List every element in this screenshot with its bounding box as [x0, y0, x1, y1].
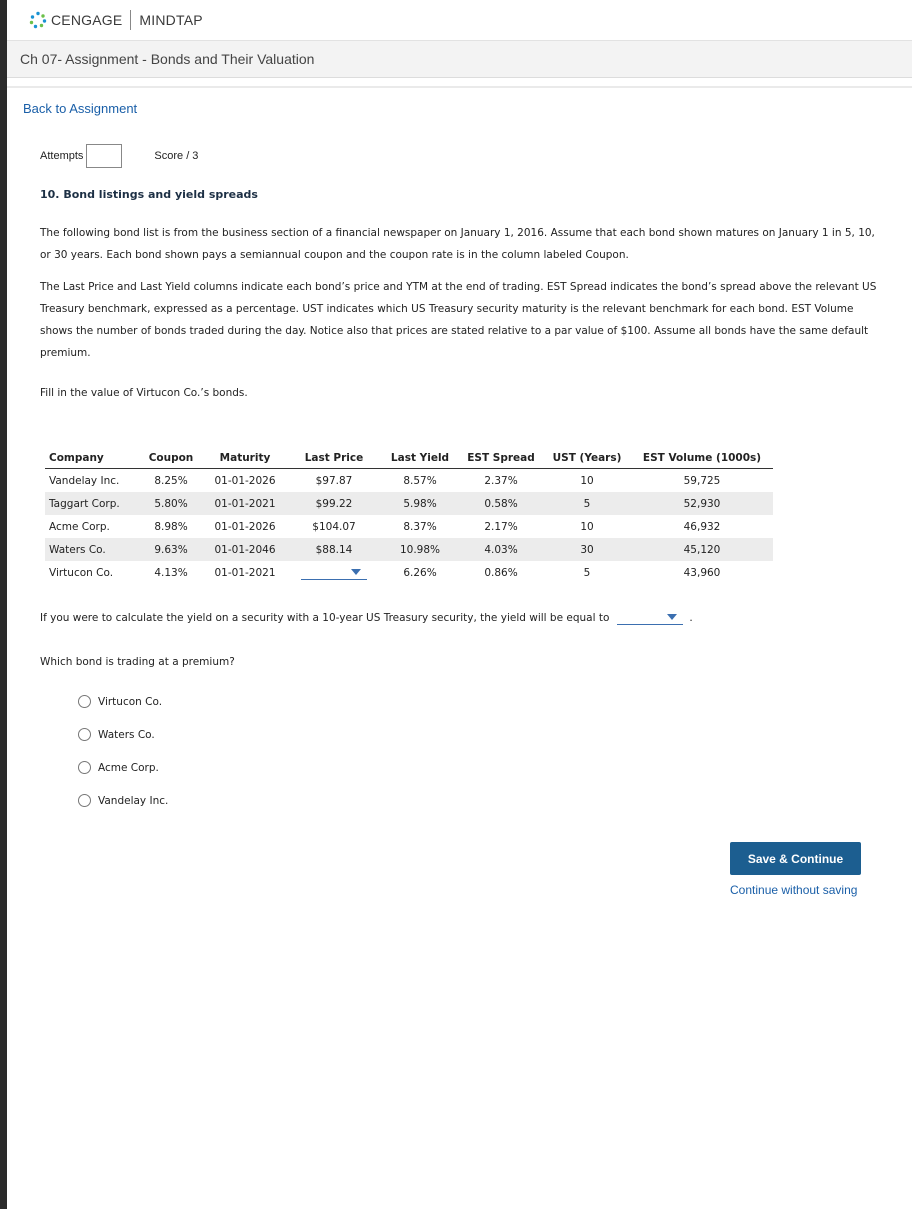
premium-question: Which bond is trading at a premium? [40, 656, 235, 668]
option-label: Vandelay Inc. [98, 794, 169, 807]
option-label: Waters Co. [98, 728, 155, 741]
cell-last-price: $88.14 [287, 538, 381, 561]
col-header-last-yield: Last Yield [381, 448, 459, 469]
cell-maturity: 01-01-2026 [214, 520, 276, 533]
col-header-ust-years: UST (Years) [543, 448, 631, 469]
cell-maturity: 01-01-2021 [214, 566, 276, 579]
radio-circle-icon[interactable] [78, 761, 91, 774]
cell-last-price: $99.22 [287, 492, 381, 515]
course-title: Ch 07- Assignment - Bonds and Their Valuation [20, 51, 315, 67]
col-header-est-spread: EST Spread [459, 448, 543, 469]
virtucon-price-cell [287, 561, 381, 584]
cell-est-spread: 2.37% [484, 474, 518, 487]
cell-est-spread: 0.86% [484, 566, 518, 579]
cell-company: Waters Co. [45, 538, 139, 561]
col-header-maturity: Maturity [203, 448, 287, 469]
header-divider [7, 86, 912, 88]
cell-last-yield: 8.57% [403, 474, 437, 487]
cell-est-volume: 46,932 [683, 520, 721, 533]
col-header-est-volume: EST Volume (1000s) [631, 448, 773, 469]
yield-question-text: If you were to calculate the yield on a security with a 10-year US Treasury security, the yield will be equal to [40, 611, 610, 624]
cell-coupon: 8.98% [154, 520, 188, 533]
question-paragraph-1: The following bond list is from the business section of a financial newspaper on January 1, 2016. Assume that each bond shown matures on January 1 in 5, 10, or 30 years. Each bond shown pays a semiannual coupon and the coupon rate is in the column labeled Coupon. [40, 227, 875, 261]
table-row [45, 469, 773, 493]
cell-est-spread: 2.17% [484, 520, 518, 533]
radio-circle-icon[interactable] [78, 695, 91, 708]
cell-company: Acme Corp. [49, 520, 110, 533]
cell-est-volume: 43,960 [683, 566, 721, 579]
attempts-score-row [40, 144, 198, 168]
option-waters[interactable] [78, 728, 155, 741]
bond-listing-table [45, 448, 773, 584]
cell-last-yield: 8.37% [403, 520, 437, 533]
cengage-mindtap-logo [29, 10, 203, 30]
option-acme[interactable] [78, 761, 159, 774]
continue-without-saving-link[interactable]: Continue without saving [730, 883, 858, 897]
top-bar [7, 0, 912, 40]
cell-last-price: $104.07 [312, 520, 356, 533]
yield-question [40, 610, 693, 625]
question-paragraph-2: The Last Price and Last Yield columns indicate each bond’s price and YTM at the end of trading. EST Spread indicates the bond’s spread above the relevant US Treasury benchmark, expressed as a percentage. UST indicates which US Treasury security maturity is the relevant benchmark for each bond. EST Volume shows the number of bonds traded during the day. Notice also that prices are stated relative to a par value of $100. Assume all bonds have the same default premium. [40, 281, 877, 359]
attempts-field [86, 144, 122, 168]
cell-est-volume: 59,725 [683, 474, 721, 487]
cell-coupon: 8.25% [154, 474, 188, 487]
table-row [45, 492, 773, 515]
col-header-last-price: Last Price [287, 448, 381, 469]
cell-ust-years: 10 [580, 520, 594, 533]
cell-est-volume: 52,930 [631, 492, 773, 515]
radio-circle-icon[interactable] [78, 794, 91, 807]
course-header [7, 40, 912, 78]
option-label: Acme Corp. [98, 761, 159, 774]
option-vandelay[interactable] [78, 794, 168, 807]
table-row [45, 515, 773, 538]
cell-maturity: 01-01-2046 [203, 538, 287, 561]
save-and-continue-button[interactable]: Save & Continue [730, 842, 861, 875]
cell-company: Virtucon Co. [49, 566, 114, 579]
table-row [45, 561, 773, 584]
question-instruction: Fill in the value of Virtucon Co.’s bonds. [40, 387, 248, 399]
cell-last-yield: 10.98% [381, 538, 459, 561]
cell-maturity: 01-01-2026 [214, 474, 276, 487]
cell-last-yield: 5.98% [381, 492, 459, 515]
virtucon-price-dropdown[interactable] [301, 565, 367, 580]
cell-company: Taggart Corp. [45, 492, 139, 515]
cell-coupon: 9.63% [139, 538, 203, 561]
brand-divider [130, 10, 131, 30]
chevron-down-icon [667, 614, 677, 620]
back-to-assignment-link[interactable]: Back to Assignment [23, 101, 138, 116]
chevron-down-icon [351, 569, 361, 575]
option-virtucon[interactable] [78, 695, 162, 708]
brand-name-cengage: CENGAGE [51, 12, 123, 28]
cell-maturity: 01-01-2021 [203, 492, 287, 515]
cell-company: Vandelay Inc. [49, 474, 120, 487]
cell-ust-years: 5 [543, 492, 631, 515]
radio-circle-icon[interactable] [78, 728, 91, 741]
cell-ust-years: 5 [583, 566, 591, 579]
table-row [45, 538, 773, 561]
col-header-company: Company [45, 448, 139, 469]
cengage-logo-icon [29, 11, 47, 29]
option-label: Virtucon Co. [98, 695, 163, 708]
cell-coupon: 5.80% [139, 492, 203, 515]
score-label: Score / 3 [154, 150, 199, 162]
yield-question-end: . [689, 611, 693, 624]
yield-dropdown[interactable] [617, 610, 683, 625]
brand-name-mindtap: MINDTAP [139, 12, 203, 28]
question-title: 10. Bond listings and yield spreads [40, 188, 258, 201]
cell-est-volume: 45,120 [631, 538, 773, 561]
cell-ust-years: 30 [543, 538, 631, 561]
cell-last-price: $97.87 [315, 474, 353, 487]
cell-est-spread: 4.03% [459, 538, 543, 561]
cell-est-spread: 0.58% [459, 492, 543, 515]
col-header-coupon: Coupon [139, 448, 203, 469]
cell-ust-years: 10 [580, 474, 594, 487]
attempts-label: Attempts [40, 150, 84, 162]
left-window-edge [0, 0, 7, 1209]
cell-coupon: 4.13% [154, 566, 188, 579]
cell-last-yield: 6.26% [403, 566, 437, 579]
table-header-row [45, 448, 773, 469]
